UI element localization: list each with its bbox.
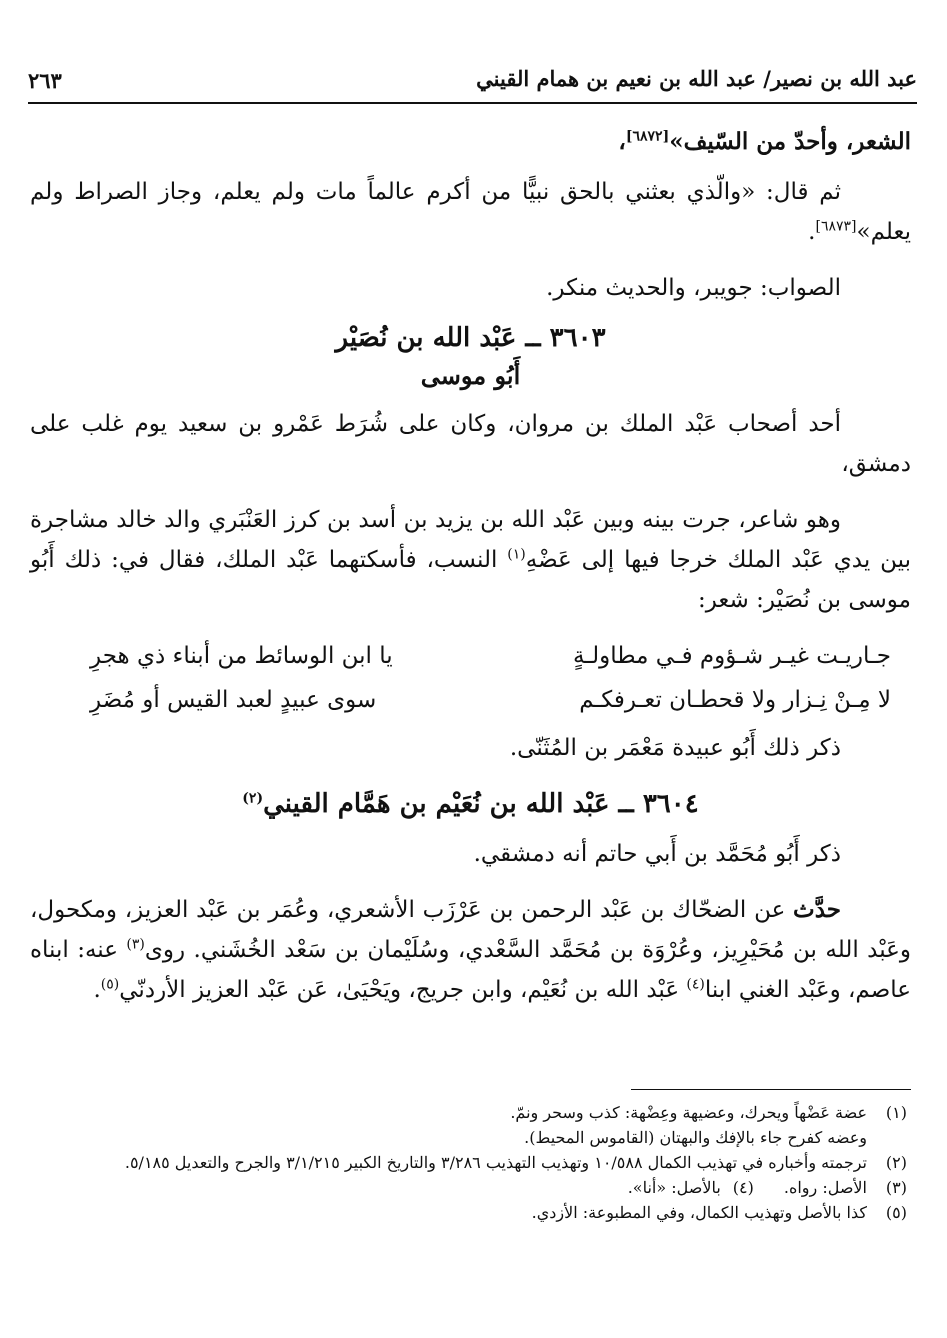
footnote-number: (٣) <box>885 1178 907 1197</box>
footnote-marker: (٣) <box>126 936 145 953</box>
header-title: عبد الله بن نصير/ عبد الله بن نعيم بن همام القيني <box>476 66 917 91</box>
entry-title-text: ٣٦٠٤ ــ عَبْد الله بن نُعَيْم بن هَمَّام القيني <box>263 789 699 819</box>
paragraph-text: ثم قال: «والّذي بعثني بالحق نبيًّا من أكرم عالماً مات ولم يعلم، وجاز الصراط ولم يعلم» <box>30 179 911 245</box>
paragraph-origin: ذكر أَبُو مُحَمَّد بن أَبي حاتم أنه دمشقي. <box>473 841 841 867</box>
footnote-number: (٥) <box>885 1203 907 1222</box>
punctuation: ، <box>618 128 626 155</box>
paragraph-text: وهو شاعر، جرت بينه وبين عَبْد الله بن يزيد بن أسد بن كرز العَنْبَري والد خالد مشاجرة بين يدي عَبْد الملك خرجا فيها إلى عَضْهِ <box>30 507 911 573</box>
punctuation: . <box>808 219 816 245</box>
main-text <box>30 122 911 1010</box>
footnote-text: الأصل: رواه. <box>783 1178 867 1197</box>
footnote-text: عضة عَضْهاً ويحرك، وعضيهة وعِضْهة: كذب وسحر ونمّ. <box>510 1103 867 1122</box>
poem-second-hemistich: يا ابن الوسائط من أبناء ذي هجرِ <box>90 643 393 669</box>
footnote-number: (١) <box>885 1103 907 1122</box>
running-header <box>28 62 917 104</box>
entry-title-3603: ٣٦٠٣ ــ عَبْد الله بن نُصَيْر <box>335 323 606 353</box>
page-number: ٢٦٣ <box>28 68 62 93</box>
footnote-marker: (٥) <box>100 976 120 993</box>
entry-title-3604 <box>30 784 911 824</box>
paragraph-text: النسب، فأسكتهما عَبْد الملك، فقال في: ذلك أَبُو موسى بن نُصَيْر: شعر: <box>30 547 911 613</box>
paragraph-poet <box>30 500 911 620</box>
lead-word: حدَّث <box>793 896 841 923</box>
footnote-2 <box>36 1150 907 1175</box>
footnote-number: (٤) <box>732 1178 754 1197</box>
poem-first-hemistich: جـاريـت غيـر شـؤوم فـي مطاولـةٍ <box>573 643 891 669</box>
paragraph-text: عَبْد الله بن نُعَيْم، وابن جريج، ويَحْيَىٰ، عَن عَبْد العزيز الأردنّي <box>119 977 687 1003</box>
footnote-divider <box>631 1089 911 1090</box>
footnote-1-continuation: وعضه كفرح جاء بالإفك والبهتان (القاموس المحيط). <box>524 1128 867 1147</box>
poem-line <box>30 634 911 678</box>
paragraph-text: عنه: ابناه عاصم، وعَبْد الغني ابنا <box>30 937 911 1003</box>
footnote-1 <box>36 1100 907 1125</box>
footnotes <box>36 1100 907 1225</box>
paragraph-text: عن الضحّاك بن عَبْد الرحمن بن عَرْزَب الأشعري، وعُمَر بن عَبْد العزيز، ومكحول، وعَبْد الله بن مُحَيْرِيز، وعُرْوَة بن مُحَمَّد السَّعْدي، وسُلَيْمان بن سَعْد الخُشَني. روى <box>30 897 912 963</box>
paragraph-biography: أحد أصحاب عَبْد الملك بن مروان، وكان على شُرَط عَمْرو بن سعيد يوم غلب على دمشق، <box>30 411 911 477</box>
paragraph-text: الشعر، وأحدّ من السّيف» <box>669 128 911 155</box>
paragraph-hadith <box>30 172 911 252</box>
footnote-text: ترجمته وأخباره في تهذيب الكمال ١٠/٥٨٨ وتهذيب التهذيب ٣/٢٨٦ والتاريخ الكبير ٣/١/٢١٥ والجرح والتعديل ٥/١٨٥. <box>124 1153 867 1172</box>
paragraph-correction: الصواب: جويبر، والحديث منكر. <box>546 275 841 301</box>
paragraph-source: ذكر ذلك أَبُو عبيدة مَعْمَر بن المُثَنّى. <box>509 735 841 761</box>
paragraph-narration <box>30 890 911 1010</box>
footnote-text: بالأصل: «أنا». <box>627 1178 721 1197</box>
poem-second-hemistich: سوى عبيدٍ لعبد القيس أو مُضَرِ <box>90 687 377 713</box>
entry-kunya: أَبُو موسى <box>420 361 521 390</box>
footnote-5 <box>36 1200 907 1225</box>
poem-line <box>30 678 911 722</box>
poem <box>30 634 911 722</box>
hadith-ref: [٦٨٧٢] <box>625 128 670 145</box>
paragraph-continuation <box>30 122 911 162</box>
poem-first-hemistich: لا مِـنْ نِـزار ولا قحطـان تعـرفكـم <box>579 687 891 713</box>
footnote-marker: (١) <box>507 546 526 563</box>
footnote-marker: (٢) <box>242 790 264 807</box>
footnote-marker: (٤) <box>686 976 705 993</box>
punctuation: . <box>93 977 101 1003</box>
hadith-ref: [٦٨٧٣] <box>815 218 857 235</box>
footnote-number: (٢) <box>885 1153 907 1172</box>
footnote-3-4 <box>36 1175 907 1200</box>
footnote-text: كذا بالأصل وتهذيب الكمال، وفي المطبوعة: الأزدي. <box>531 1203 867 1222</box>
